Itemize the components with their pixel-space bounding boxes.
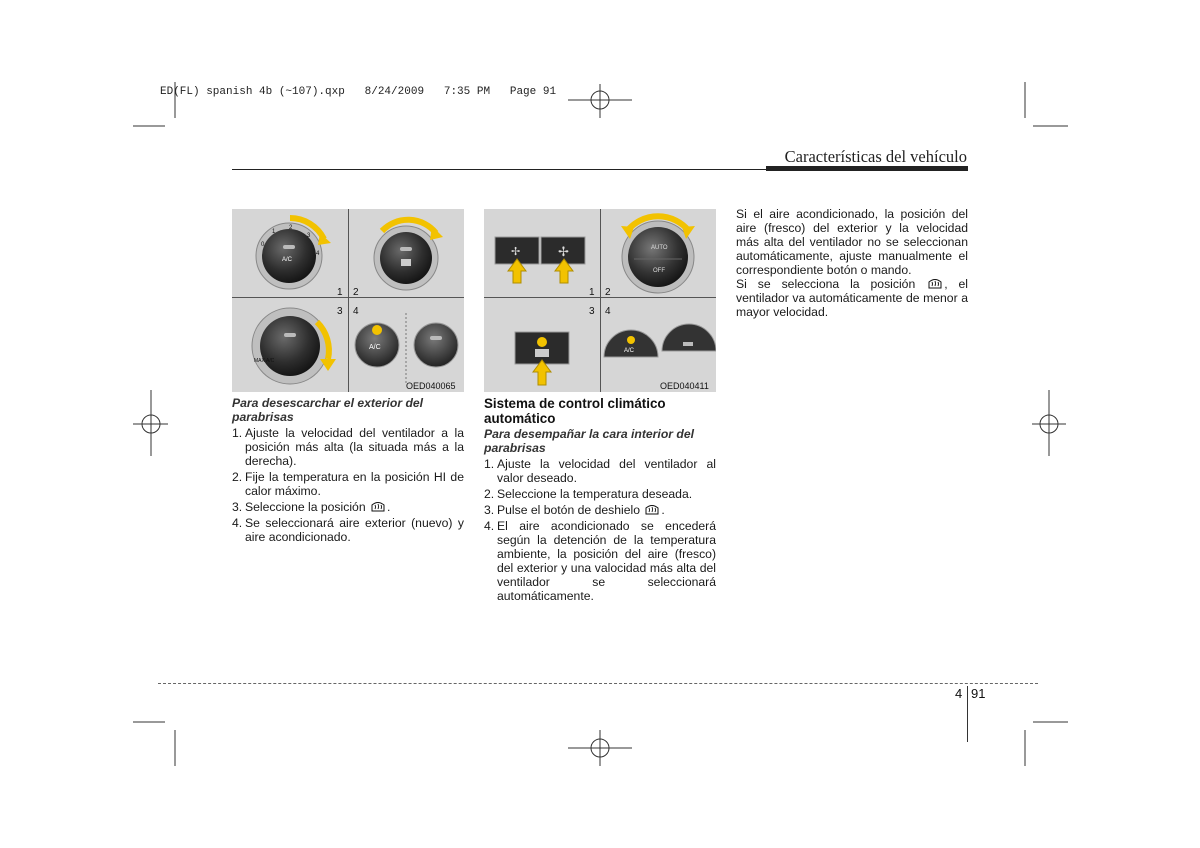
defrost-icon [645,504,659,515]
quadrant-3-label: 3 [589,306,595,317]
subheading-defrost-exterior: Para desescarchar el exterior del parabrisas [232,396,424,424]
ac-button-illustration [604,324,716,357]
svg-text:A/C: A/C [624,348,635,354]
list-item: 1. Ajuste la velocidad del ventilador a la posición más alta (la situada más a la derecha). [232,426,464,468]
footer-divider [967,686,968,742]
recirculation-button-illustration [414,323,458,367]
quadrant-2-label: 2 [353,287,359,298]
list-item: 2. Fije la temperatura en la posición HI de calor máximo. [232,470,464,498]
svg-text:0: 0 [261,242,265,248]
paragraph: Si el aire acondicionado, la posición del aire (fresco) del exterior y la velocidad más alta del ventilador no se seleccionan automáticamente, ajuste manualmente el correspondiente botón o mando. [736,207,968,277]
quadrant-1-label: 1 [337,287,343,298]
svg-text:OFF: OFF [653,268,665,274]
list-item: 4. Se seleccionará aire exterior (nuevo) y aire acondicionado. [232,516,464,544]
section-title: Características del vehículo [784,147,967,166]
list-item: 2. Seleccione la temperatura deseada. [484,487,693,501]
ac-button-illustration [355,323,399,367]
print-slug: ED(FL) spanish 4b (~107).qxp 8/24/2009 7:35 PM Page 91 [160,86,557,98]
fan-speed-knob [256,218,331,289]
footer-rule [158,683,1038,684]
quadrant-3-label: 3 [337,306,343,317]
svg-text:2: 2 [289,225,293,231]
temperature-knob [374,220,443,290]
steps-list [232,426,464,544]
column-3 [736,207,968,319]
list-item: 4. El aire acondicionado se encederá según la detención de la temperatura ambiente, la posición del aire (fresco) del exterior y una valocidad más alta del ventilador se seleccionará automáticamente. [484,519,716,603]
page-number: 91 [971,686,986,701]
temperature-auto-knob [621,216,695,293]
list-item: 3. Pulse el botón de deshielo . [484,503,665,517]
svg-text:1: 1 [272,229,276,235]
column-2 [484,396,716,605]
mode-knob [252,308,336,384]
subheading-defog-interior: Para desempañar la cara interior del parabrisas [484,427,694,455]
fan-buttons-illustration [495,237,585,283]
figure-manual-climate [232,209,464,392]
figure-automatic-climate [484,209,716,392]
section-heading: Sistema de control climático automático [484,396,666,426]
svg-text:4: 4 [316,251,320,257]
figure-code: OED040065 [406,381,456,391]
defrost-icon [928,278,942,289]
defrost-button-illustration [515,332,569,385]
list-item: 3. Seleccione la posición . [232,500,391,514]
svg-text:AUTO: AUTO [651,245,668,251]
svg-text:MAX A/C: MAX A/C [254,358,275,364]
quadrant-4-label: 4 [605,306,611,317]
svg-text:A/C: A/C [282,257,293,263]
paragraph: Si se selecciona la posición , el ventilador va automáticamente de menor a mayor velocidad. [736,277,968,319]
svg-text:✢: ✢ [511,246,521,258]
list-item: 1. Ajuste la velocidad del ventilador al valor deseado. [484,457,716,485]
steps-list [484,457,716,603]
quadrant-1-label: 1 [589,287,595,298]
column-1 [232,396,464,546]
chapter-number: 4 [955,686,963,701]
quadrant-4-label: 4 [353,306,359,317]
defrost-icon [371,501,385,512]
svg-text:A/C: A/C [369,344,381,351]
svg-text:3: 3 [307,233,311,239]
svg-text:✢: ✢ [558,244,569,259]
quadrant-2-label: 2 [605,287,611,298]
figure-code: OED040411 [660,381,709,391]
header-rule-thick [766,166,968,171]
